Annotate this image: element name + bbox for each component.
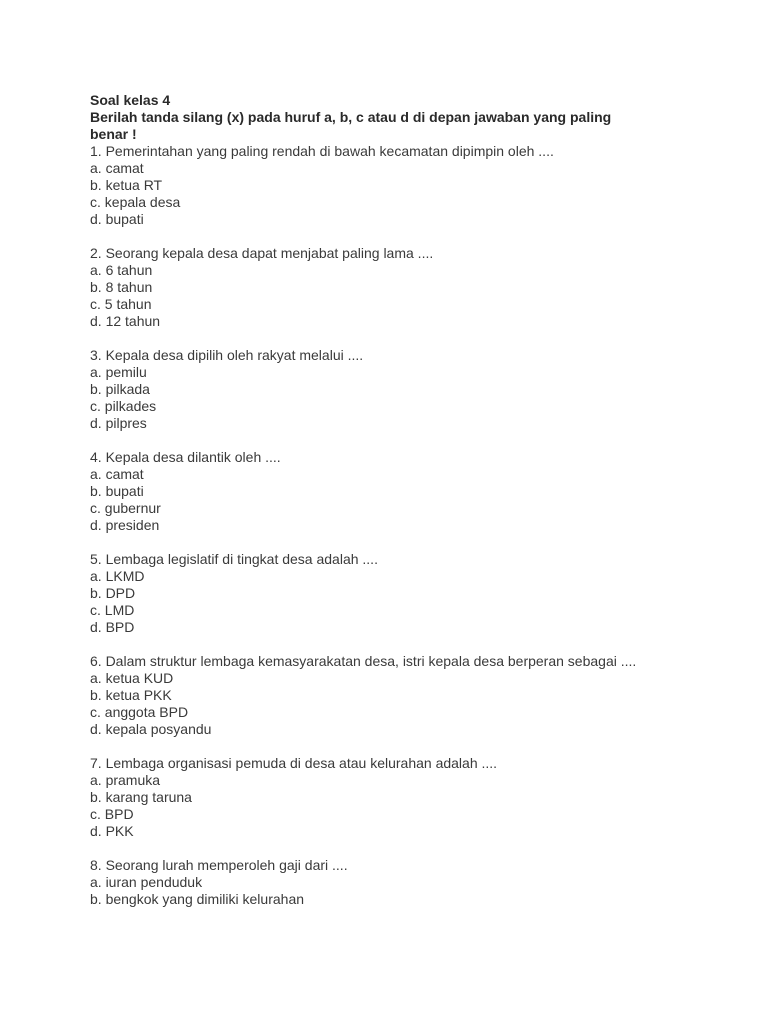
answer-option: a. camat	[90, 466, 144, 482]
answer-option: d. 12 tahun	[90, 313, 161, 329]
question-text: 3. Kepala desa dipilih oleh rakyat melalui ....	[90, 347, 364, 363]
question-text: 4. Kepala desa dilantik oleh ....	[90, 449, 281, 465]
question-7	[90, 755, 650, 840]
question-text: 1. Pemerintahan yang paling rendah di bawah kecamatan dipimpin oleh ....	[90, 143, 554, 159]
answer-option: d. kepala posyandu	[90, 721, 212, 737]
answer-option: d. presiden	[90, 517, 160, 533]
question-2	[90, 245, 650, 330]
answer-option: b. pilkada	[90, 381, 150, 397]
question-6	[90, 653, 650, 738]
answer-option: c. kepala desa	[90, 194, 181, 210]
question-5	[90, 551, 650, 636]
answer-option: d. PKK	[90, 823, 134, 839]
answer-option: a. iuran penduduk	[90, 874, 203, 890]
answer-option: a. ketua KUD	[90, 670, 174, 686]
answer-option: a. camat	[90, 160, 144, 176]
answer-option: b. bengkok yang dimiliki kelurahan	[90, 891, 305, 907]
answer-option: c. BPD	[90, 806, 134, 822]
question-text: 6. Dalam struktur lembaga kemasyarakatan desa, istri kepala desa berperan sebagai ....	[90, 653, 637, 669]
answer-option: a. LKMD	[90, 568, 145, 584]
answer-option: b. 8 tahun	[90, 279, 153, 295]
answer-option: c. anggota BPD	[90, 704, 189, 720]
answer-option: b. bupati	[90, 483, 144, 499]
question-3	[90, 347, 650, 432]
question-list	[90, 143, 650, 908]
answer-option: d. BPD	[90, 619, 135, 635]
answer-option: d. bupati	[90, 211, 144, 227]
question-8	[90, 857, 650, 908]
question-text: 7. Lembaga organisasi pemuda di desa atau kelurahan adalah ....	[90, 755, 498, 771]
document-instruction: Berilah tanda silang (x) pada huruf a, b, c atau d di depan jawaban yang paling benar !	[90, 109, 612, 142]
answer-option: d. pilpres	[90, 415, 147, 431]
question-text: 2. Seorang kepala desa dapat menjabat paling lama ....	[90, 245, 434, 261]
answer-option: a. pemilu	[90, 364, 147, 380]
answer-option: b. karang taruna	[90, 789, 192, 805]
answer-option: c. gubernur	[90, 500, 161, 516]
answer-option: c. 5 tahun	[90, 296, 152, 312]
question-text: 8. Seorang lurah memperoleh gaji dari ....	[90, 857, 348, 873]
answer-option: a. 6 tahun	[90, 262, 153, 278]
document-page	[90, 92, 650, 925]
answer-option: c. LMD	[90, 602, 135, 618]
question-1	[90, 143, 650, 228]
answer-option: a. pramuka	[90, 772, 161, 788]
answer-option: c. pilkades	[90, 398, 157, 414]
answer-option: b. DPD	[90, 585, 136, 601]
question-4	[90, 449, 650, 534]
document-title: Soal kelas 4	[90, 92, 171, 108]
question-text: 5. Lembaga legislatif di tingkat desa adalah ....	[90, 551, 378, 567]
answer-option: b. ketua RT	[90, 177, 163, 193]
answer-option: b. ketua PKK	[90, 687, 172, 703]
